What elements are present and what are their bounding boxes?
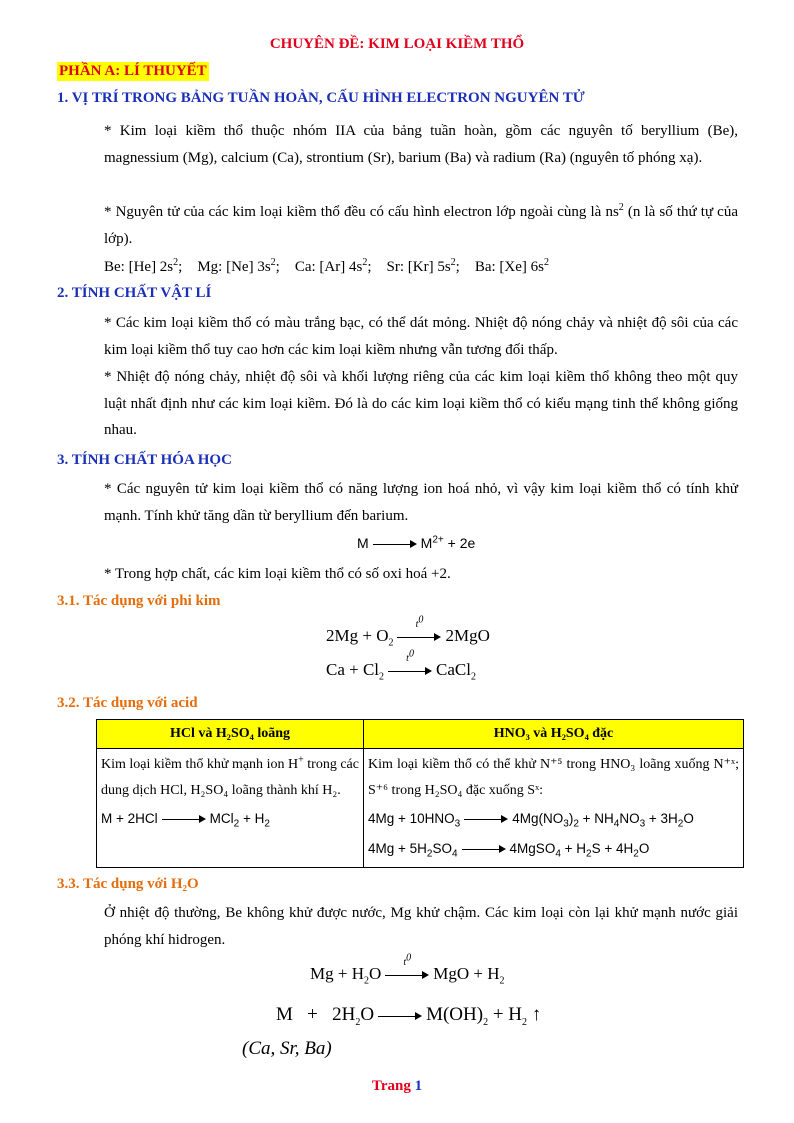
config-mg: Mg: [Ne] $3s^2$; — [197, 257, 280, 275]
acid-table-header-dilute: HCl và H₂SO₄ loãng — [97, 720, 364, 749]
section-1-para-1: * Kim loại kiềm thổ thuộc nhóm IIA của bảng tuần hoàn, gồm các nguyên tố beryllium (Be), magnessium (Mg), calcium (Ca), strontium (Sr), barium (Ba) và radium (Ra) (nguyên tố phóng xạ). — [104, 123, 738, 166]
part-a-heading: PHẦN A: LÍ THUYẾT — [59, 63, 207, 79]
oxidation-equation: M $M^{2+} + 2e$ — [357, 534, 476, 551]
section-3-1-heading: 3.1. Tác dụng với phi kim — [57, 593, 221, 609]
acid-table-cell-concentrated: Kim loại kiềm thổ có thể khử N⁺⁵ trong HNO₃ loãng xuống N⁺ˣ; S⁺⁶ trong H₂SO₄ đặc xuống Sˣ: $4Mg + 10HNO_3$ $4Mg(NO_3)_2 + NH_4NO_3 + 3H_2O$ $4Mg + 5H_2SO_4$ 4MgSO$_4$ + $H_2S + 4H_2O$ — [364, 749, 744, 868]
page-footer — [0, 1078, 794, 1095]
equation-mg-h2so4: $4Mg + 5H_2SO_4$ 4MgSO$_4$ + $H_2S + 4H_2O$ — [368, 841, 650, 860]
section-3-para-2: * Trong hợp chất, các kim loại kiềm thổ có số oxi hoá +2. — [104, 566, 451, 582]
acid-table-header-concentrated: HNO₃ và H₂SO₄ đặc — [364, 720, 744, 749]
metal-list: (Ca, Sr, Ba) — [242, 1038, 332, 1059]
section-3-3-heading: 3.3. Tác dụng với H₂O — [57, 876, 199, 892]
config-ca: Ca: [Ar] $4s^2$; — [294, 257, 372, 275]
page-label: Trang — [371, 1078, 411, 1094]
document-title: CHUYÊN ĐỀ: KIM LOẠI KIỀM THỔ — [269, 36, 525, 52]
equation-m-h2o: $M + 2H_2O$ $M(OH)_2 + H_2$ ↑ — [276, 1004, 542, 1028]
section-1-para-2: * Nguyên tử của các kim loại kiềm thổ đều có cấu hình electron lớp ngoài cùng là $ns^2$ (n là số thứ tự của lớp). — [104, 202, 738, 247]
config-be: Be: [He] $2s^2$; — [104, 257, 183, 275]
section-1-heading: 1. VỊ TRÍ TRONG BẢNG TUẦN HOÀN, CẤU HÌNH ELECTRON NGUYÊN TỬ — [57, 90, 585, 106]
section-2-para-2: * Nhiệt độ nóng chảy, nhiệt độ sôi và khối lượng riêng của các kim loại kiềm thổ không theo một quy luật nhất định như các kim loại kiềm. Đó là do các kim loại kiềm thổ có kiểu mạng tinh thể không giống nhau. — [104, 369, 738, 438]
section-3-2-heading: 3.2. Tác dụng với acid — [57, 695, 198, 711]
electron-configs — [104, 254, 738, 281]
acid-table — [96, 719, 744, 868]
equation-mg-h2o: $Mg + H_2O$ $t^0$ MgO + $H_2$ — [310, 952, 505, 987]
acid-table-cell-dilute: Kim loại kiềm thổ khử mạnh ion H+ trong các dung dịch HCl, H₂SO₄ loãng thành khí H₂. M + 2HCl $MCl_2 + H_2$ — [97, 749, 364, 868]
section-3-para-1: * Các nguyên tử kim loại kiềm thổ có năng lượng ion hoá nhỏ, vì vậy kim loại kiềm thổ có tính khử mạnh. Tính khử tăng dần từ beryllium đến barium. — [104, 481, 738, 524]
equation-mg-hno3: $4Mg + 10HNO_3$ $4Mg(NO_3)_2 + NH_4NO_3 + 3H_2O$ — [368, 811, 694, 830]
config-ba: Ba: [Xe] $6s^2$ — [474, 257, 549, 275]
page-number: 1 — [414, 1078, 423, 1094]
section-3-heading: 3. TÍNH CHẤT HÓA HỌC — [57, 452, 232, 468]
section-2-para-1: * Các kim loại kiềm thổ có màu trắng bạc, có thể dát mỏng. Nhiệt độ nóng chảy và nhiệt độ sôi của các kim loại kiềm thổ tuy cao hơn các kim loại kiềm nhưng vẫn tương đối thấp. — [104, 315, 738, 358]
section-2-heading: 2. TÍNH CHẤT VẬT LÍ — [57, 285, 212, 301]
section-3-3-para: Ở nhiệt độ thường, Be không khử được nước, Mg khử chậm. Các kim loại còn lại khử mạnh nước giải phóng khí hidrogen. — [104, 905, 738, 948]
config-sr: Sr: [Kr] $5s^2$; — [386, 257, 460, 275]
equation-m-hcl: M + 2HCl $MCl_2 + H_2$ — [101, 811, 270, 830]
equation-mg-o2: $2Mg + O_2$ $t^0$ 2MgO — [326, 614, 490, 649]
equation-ca-cl2: $Ca + Cl_2$ $t^0$ CaCl$_2$ — [326, 648, 476, 683]
